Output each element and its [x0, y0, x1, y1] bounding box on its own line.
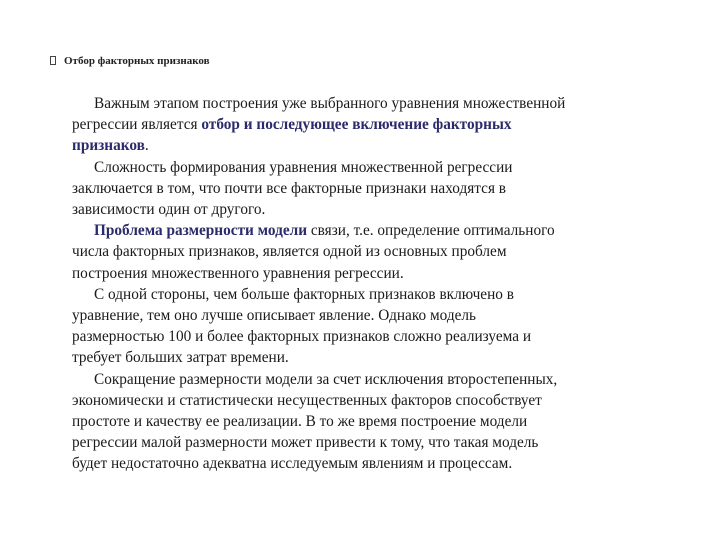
- text-run: Важным этапом построения уже выбранного уравнения множественной: [94, 95, 566, 112]
- text-line: [72, 411, 662, 432]
- text-line: [72, 263, 662, 284]
- text-line: [72, 369, 662, 390]
- paragraph: [72, 220, 662, 284]
- paragraph: [72, 93, 662, 157]
- text-run: размерностью 100 и более факторных признаков сложно реализуема и: [72, 328, 532, 346]
- bullet-icon: [50, 56, 56, 65]
- slide-title: Отбор факторных признаков: [64, 55, 210, 67]
- text-run: .: [144, 137, 149, 155]
- text-run: связи, т.е. определение оптимального: [307, 222, 555, 240]
- text-line: [72, 199, 662, 220]
- highlighted-term: признаков: [72, 137, 145, 155]
- slide-body-text: [72, 93, 662, 475]
- text-run: заключается в том, что почти все факторные признаки находятся в: [72, 179, 507, 197]
- text-line: [72, 157, 662, 178]
- text-run: требует больших затрат времени.: [72, 349, 289, 367]
- text-run: уравнение, тем оно лучше описывает явление. Однако модель: [72, 307, 477, 325]
- text-line: [72, 390, 662, 411]
- text-line: [72, 432, 662, 453]
- paragraph: [72, 284, 662, 369]
- text-line: [72, 305, 662, 326]
- text-line: [72, 178, 662, 199]
- text-run: Сложность формирования уравнения множественной регрессии: [94, 158, 513, 176]
- highlighted-term: отбор и последующее включение факторных: [201, 116, 512, 134]
- text-run: регрессии малой размерности может привести к тому, что такая модель: [72, 434, 539, 452]
- text-line: [72, 284, 662, 305]
- text-line: [72, 347, 662, 368]
- text-run: С одной стороны, чем больше факторных признаков включено в: [94, 285, 514, 303]
- text-line: [72, 135, 662, 156]
- text-run: Сокращение размерности модели за счет исключения второстепенных,: [94, 370, 558, 388]
- paragraph: [72, 369, 662, 475]
- slide-heading: [50, 55, 210, 67]
- text-run: построения множественного уравнения регрессии.: [72, 264, 404, 282]
- text-run: числа факторных признаков, является одной из основных проблем: [72, 243, 507, 261]
- text-run: регрессии является: [72, 116, 202, 134]
- text-line: [72, 93, 662, 114]
- text-run: будет недостаточно адекватна исследуемым явлениям и процессам.: [72, 455, 513, 473]
- text-run: простоте и качеству ее реализации. В то же время построение модели: [72, 413, 528, 431]
- text-run: зависимости один от другого.: [72, 201, 266, 219]
- text-line: [72, 220, 662, 241]
- paragraph: [72, 157, 662, 221]
- text-line: [72, 326, 662, 347]
- text-line: [72, 241, 662, 262]
- text-run: экономически и статистически несущественных факторов способствует: [72, 391, 542, 409]
- highlighted-term: Проблема размерности модели: [94, 222, 308, 240]
- text-line: [72, 453, 662, 474]
- text-line: [72, 114, 662, 135]
